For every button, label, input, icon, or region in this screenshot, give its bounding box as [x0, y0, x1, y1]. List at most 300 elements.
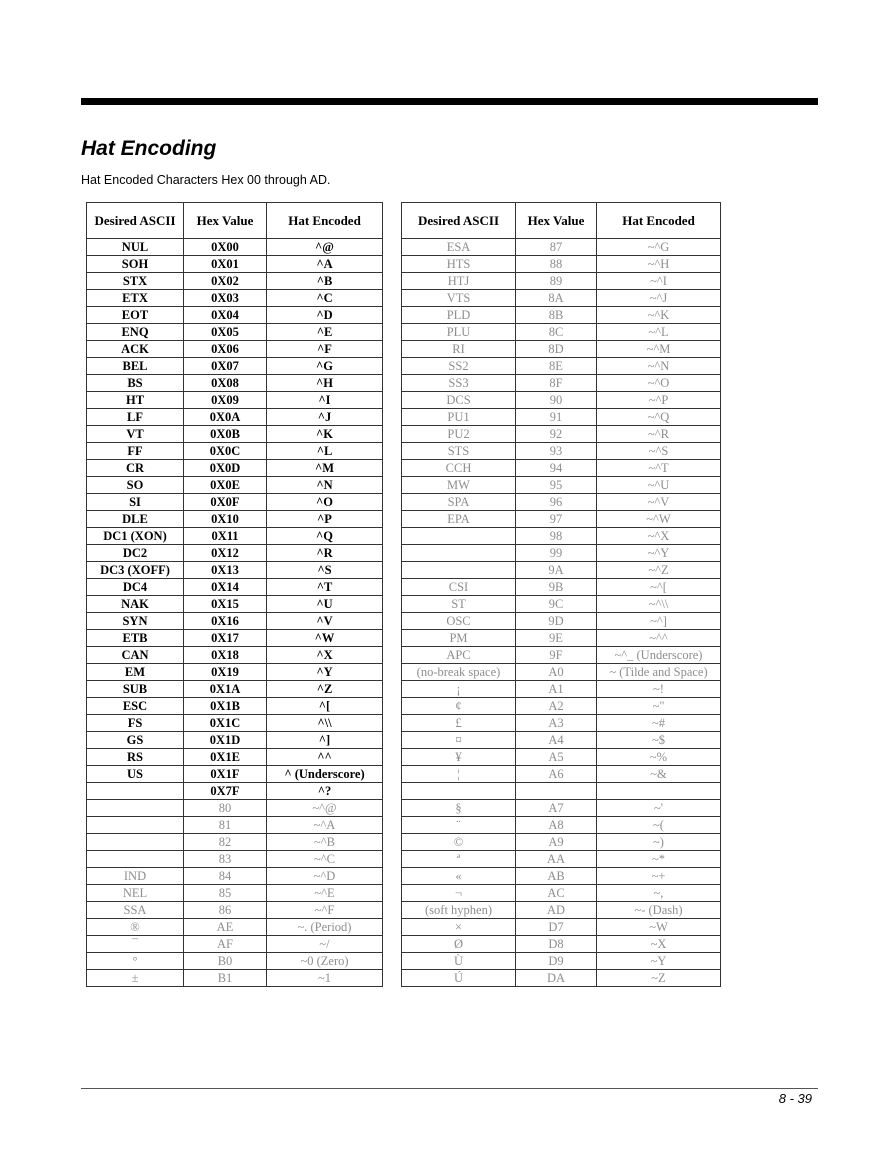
cell-hex-value: AF — [184, 936, 267, 953]
cell-hex-value: 81 — [184, 817, 267, 834]
cell-hex-value: 0X1D — [184, 732, 267, 749]
table-row — [402, 698, 721, 715]
cell-desired-ascii: ¥ — [402, 749, 516, 766]
cell-hat-encoded: ~^Z — [597, 562, 721, 579]
page-subtitle: Hat Encoded Characters Hex 00 through AD. — [81, 173, 331, 187]
cell-desired-ascii: DCS — [402, 392, 516, 409]
cell-hat-encoded: ^G — [267, 358, 383, 375]
cell-hex-value: 8E — [516, 358, 597, 375]
cell-desired-ascii: IND — [87, 868, 184, 885]
cell-hex-value: 0X0A — [184, 409, 267, 426]
cell-desired-ascii: ACK — [87, 341, 184, 358]
table-row — [87, 919, 383, 936]
table-row — [402, 324, 721, 341]
cell-desired-ascii: EPA — [402, 511, 516, 528]
cell-desired-ascii: DLE — [87, 511, 184, 528]
cell-hat-encoded: ~^J — [597, 290, 721, 307]
cell-hex-value: 8B — [516, 307, 597, 324]
cell-hex-value: A7 — [516, 800, 597, 817]
table-row — [402, 273, 721, 290]
table-row — [87, 545, 383, 562]
cell-hat-encoded: ^P — [267, 511, 383, 528]
cell-hex-value: 83 — [184, 851, 267, 868]
table-row — [402, 919, 721, 936]
cell-hex-value: 9C — [516, 596, 597, 613]
cell-hat-encoded: ^B — [267, 273, 383, 290]
cell-hat-encoded: ~0 (Zero) — [267, 953, 383, 970]
cell-hat-encoded: ~* — [597, 851, 721, 868]
cell-hat-encoded: ^ (Underscore) — [267, 766, 383, 783]
cell-desired-ascii: SUB — [87, 681, 184, 698]
cell-hat-encoded: ~^M — [597, 341, 721, 358]
cell-hex-value: A9 — [516, 834, 597, 851]
cell-hat-encoded: ~^Q — [597, 409, 721, 426]
cell-desired-ascii: SO — [87, 477, 184, 494]
table-row — [402, 766, 721, 783]
cell-hat-encoded: ^^ — [267, 749, 383, 766]
cell-desired-ascii: LF — [87, 409, 184, 426]
cell-desired-ascii: DC1 (XON) — [87, 528, 184, 545]
cell-desired-ascii: DC3 (XOFF) — [87, 562, 184, 579]
cell-desired-ascii: CR — [87, 460, 184, 477]
cell-hex-value: 98 — [516, 528, 597, 545]
table-row — [87, 579, 383, 596]
cell-hat-encoded: ~^I — [597, 273, 721, 290]
cell-desired-ascii: SYN — [87, 613, 184, 630]
cell-hex-value: 99 — [516, 545, 597, 562]
cell-hex-value: 0X12 — [184, 545, 267, 562]
table-row — [87, 647, 383, 664]
cell-hex-value: 0X18 — [184, 647, 267, 664]
cell-hat-encoded: ^] — [267, 732, 383, 749]
cell-hat-encoded: ^Z — [267, 681, 383, 698]
cell-desired-ascii: PU1 — [402, 409, 516, 426]
table-row — [87, 953, 383, 970]
table-row — [87, 885, 383, 902]
cell-desired-ascii: ¬ — [402, 885, 516, 902]
cell-hex-value: 96 — [516, 494, 597, 511]
cell-desired-ascii: STS — [402, 443, 516, 460]
cell-hat-encoded — [597, 783, 721, 800]
table-row — [402, 868, 721, 885]
table-row — [402, 307, 721, 324]
cell-hex-value: A1 — [516, 681, 597, 698]
cell-hat-encoded: ~ (Tilde and Space) — [597, 664, 721, 681]
cell-hat-encoded: ^T — [267, 579, 383, 596]
col-header-hex-value: Hex Value — [184, 203, 267, 239]
cell-desired-ascii: FS — [87, 715, 184, 732]
cell-desired-ascii: (soft hyphen) — [402, 902, 516, 919]
cell-hat-encoded: ~^@ — [267, 800, 383, 817]
cell-hat-encoded: ^E — [267, 324, 383, 341]
table-row — [402, 239, 721, 256]
cell-desired-ascii: BS — [87, 375, 184, 392]
table-row — [402, 477, 721, 494]
cell-hat-encoded: ~^[ — [597, 579, 721, 596]
cell-hat-encoded: ^X — [267, 647, 383, 664]
cell-hat-encoded: ~^K — [597, 307, 721, 324]
cell-desired-ascii: VTS — [402, 290, 516, 307]
cell-hex-value: 9E — [516, 630, 597, 647]
cell-hat-encoded: ^[ — [267, 698, 383, 715]
table-row — [87, 341, 383, 358]
cell-hat-encoded: ^U — [267, 596, 383, 613]
col-header-desired-ascii: Desired ASCII — [87, 203, 184, 239]
cell-desired-ascii: Ø — [402, 936, 516, 953]
cell-desired-ascii: HTJ — [402, 273, 516, 290]
cell-hex-value: 0X0E — [184, 477, 267, 494]
cell-desired-ascii: NAK — [87, 596, 184, 613]
table-row — [87, 426, 383, 443]
cell-hat-encoded: ~^U — [597, 477, 721, 494]
cell-hat-encoded: ^J — [267, 409, 383, 426]
table-row — [87, 443, 383, 460]
cell-desired-ascii: © — [402, 834, 516, 851]
cell-desired-ascii: SSA — [87, 902, 184, 919]
cell-hex-value — [516, 783, 597, 800]
cell-hex-value: 97 — [516, 511, 597, 528]
cell-hex-value: 0X01 — [184, 256, 267, 273]
table-row — [87, 528, 383, 545]
table-row — [402, 256, 721, 273]
table-row — [87, 613, 383, 630]
cell-desired-ascii: CSI — [402, 579, 516, 596]
table-row — [402, 817, 721, 834]
cell-hex-value: 9A — [516, 562, 597, 579]
top-rule — [81, 98, 818, 105]
table-row — [87, 273, 383, 290]
cell-hex-value: 8D — [516, 341, 597, 358]
cell-hat-encoded: ^H — [267, 375, 383, 392]
cell-desired-ascii: ETB — [87, 630, 184, 647]
cell-hex-value: A3 — [516, 715, 597, 732]
table-row — [402, 460, 721, 477]
cell-hat-encoded: ~$ — [597, 732, 721, 749]
cell-hex-value: 8F — [516, 375, 597, 392]
cell-hat-encoded: ^D — [267, 307, 383, 324]
cell-desired-ascii — [87, 851, 184, 868]
cell-hex-value: AC — [516, 885, 597, 902]
cell-hat-encoded: ^@ — [267, 239, 383, 256]
table-row — [402, 392, 721, 409]
table-header-row — [87, 203, 383, 239]
cell-hex-value: 92 — [516, 426, 597, 443]
cell-hex-value: 82 — [184, 834, 267, 851]
cell-hat-encoded: ~X — [597, 936, 721, 953]
table-row — [87, 834, 383, 851]
cell-desired-ascii: EOT — [87, 307, 184, 324]
cell-desired-ascii: ª — [402, 851, 516, 868]
cell-hat-encoded: ~' — [597, 800, 721, 817]
cell-hex-value: 0X1B — [184, 698, 267, 715]
cell-hat-encoded: ~) — [597, 834, 721, 851]
cell-hex-value: 0X07 — [184, 358, 267, 375]
col-header-hex-value: Hex Value — [516, 203, 597, 239]
cell-desired-ascii: Ú — [402, 970, 516, 987]
cell-desired-ascii: ST — [402, 596, 516, 613]
cell-hat-encoded: ^F — [267, 341, 383, 358]
cell-desired-ascii: ¡ — [402, 681, 516, 698]
page-number: 8 - 39 — [778, 1091, 812, 1106]
table-row — [87, 239, 383, 256]
cell-desired-ascii: GS — [87, 732, 184, 749]
table-row — [87, 817, 383, 834]
cell-hat-encoded: ~^V — [597, 494, 721, 511]
cell-desired-ascii: HTS — [402, 256, 516, 273]
cell-hat-encoded: ~^Y — [597, 545, 721, 562]
cell-desired-ascii: PLD — [402, 307, 516, 324]
table-row — [402, 528, 721, 545]
cell-hat-encoded: ^Q — [267, 528, 383, 545]
table-row — [402, 290, 721, 307]
cell-hex-value: 0X09 — [184, 392, 267, 409]
cell-hex-value: 0X04 — [184, 307, 267, 324]
table-row — [402, 562, 721, 579]
cell-hex-value: A8 — [516, 817, 597, 834]
table-row — [87, 494, 383, 511]
table-row — [87, 358, 383, 375]
cell-desired-ascii: VT — [87, 426, 184, 443]
cell-hex-value: 0X7F — [184, 783, 267, 800]
cell-hex-value: 93 — [516, 443, 597, 460]
cell-hat-encoded: ~% — [597, 749, 721, 766]
cell-desired-ascii — [402, 562, 516, 579]
cell-desired-ascii: CAN — [87, 647, 184, 664]
cell-desired-ascii: SPA — [402, 494, 516, 511]
cell-hat-encoded: ~^W — [597, 511, 721, 528]
hat-encoding-table-right — [401, 202, 721, 987]
table-row — [87, 868, 383, 885]
cell-hex-value: 0X05 — [184, 324, 267, 341]
cell-desired-ascii: SS3 — [402, 375, 516, 392]
cell-desired-ascii: Ù — [402, 953, 516, 970]
cell-hex-value: 0X00 — [184, 239, 267, 256]
cell-hex-value: 0X08 — [184, 375, 267, 392]
cell-desired-ascii: ENQ — [87, 324, 184, 341]
page-title: Hat Encoding — [81, 137, 217, 160]
cell-hat-encoded: ^M — [267, 460, 383, 477]
cell-desired-ascii: ± — [87, 970, 184, 987]
cell-desired-ascii: ° — [87, 953, 184, 970]
cell-hex-value: B0 — [184, 953, 267, 970]
cell-hat-encoded: ~^E — [267, 885, 383, 902]
cell-hex-value: D9 — [516, 953, 597, 970]
cell-hat-encoded: ~^^ — [597, 630, 721, 647]
cell-hex-value: 91 — [516, 409, 597, 426]
table-row — [87, 511, 383, 528]
cell-hat-encoded: ~. (Period) — [267, 919, 383, 936]
table-row — [87, 698, 383, 715]
cell-desired-ascii: ¤ — [402, 732, 516, 749]
cell-hat-encoded: ~^X — [597, 528, 721, 545]
table-row — [402, 494, 721, 511]
table-row — [87, 749, 383, 766]
cell-hex-value: 86 — [184, 902, 267, 919]
table-row — [87, 800, 383, 817]
cell-desired-ascii: BEL — [87, 358, 184, 375]
table-row — [87, 902, 383, 919]
cell-hex-value: 9B — [516, 579, 597, 596]
cell-hat-encoded: ~^L — [597, 324, 721, 341]
table-row — [402, 681, 721, 698]
cell-desired-ascii: § — [402, 800, 516, 817]
cell-desired-ascii: ¯ — [87, 936, 184, 953]
cell-hat-encoded: ^W — [267, 630, 383, 647]
cell-hat-encoded: ~W — [597, 919, 721, 936]
table-row — [402, 375, 721, 392]
cell-desired-ascii: ESC — [87, 698, 184, 715]
cell-hex-value: 0X17 — [184, 630, 267, 647]
cell-hat-encoded: ^N — [267, 477, 383, 494]
cell-hat-encoded: ~^D — [267, 868, 383, 885]
cell-desired-ascii: ¦ — [402, 766, 516, 783]
table-header-row — [402, 203, 721, 239]
table-row — [87, 732, 383, 749]
cell-hat-encoded: ~" — [597, 698, 721, 715]
table-row — [87, 596, 383, 613]
cell-hat-encoded: ~^T — [597, 460, 721, 477]
cell-hat-encoded: ~^C — [267, 851, 383, 868]
cell-hex-value: 80 — [184, 800, 267, 817]
cell-desired-ascii: PM — [402, 630, 516, 647]
cell-hex-value: A6 — [516, 766, 597, 783]
cell-hex-value: 0X16 — [184, 613, 267, 630]
cell-hex-value: 85 — [184, 885, 267, 902]
table-row — [87, 664, 383, 681]
table-row — [87, 562, 383, 579]
cell-hat-encoded: ~Z — [597, 970, 721, 987]
cell-desired-ascii: SOH — [87, 256, 184, 273]
cell-hat-encoded: ~^G — [597, 239, 721, 256]
cell-hat-encoded: ~^] — [597, 613, 721, 630]
cell-desired-ascii: APC — [402, 647, 516, 664]
cell-hat-encoded: ~^R — [597, 426, 721, 443]
cell-hex-value: 88 — [516, 256, 597, 273]
table-row — [402, 732, 721, 749]
cell-desired-ascii: RS — [87, 749, 184, 766]
table-row — [87, 766, 383, 783]
table-row — [402, 749, 721, 766]
cell-hat-encoded: ~^S — [597, 443, 721, 460]
table-row — [402, 409, 721, 426]
cell-hex-value: B1 — [184, 970, 267, 987]
table-row — [87, 375, 383, 392]
cell-hex-value: AA — [516, 851, 597, 868]
table-row — [402, 341, 721, 358]
table-row — [87, 460, 383, 477]
cell-desired-ascii — [87, 834, 184, 851]
table-row — [402, 426, 721, 443]
cell-hat-encoded: ^A — [267, 256, 383, 273]
cell-desired-ascii: ESA — [402, 239, 516, 256]
table-row — [87, 290, 383, 307]
cell-hat-encoded: ^V — [267, 613, 383, 630]
table-row — [87, 392, 383, 409]
cell-desired-ascii: NUL — [87, 239, 184, 256]
col-header-hat-encoded: Hat Encoded — [597, 203, 721, 239]
cell-hex-value: A0 — [516, 664, 597, 681]
table-row — [402, 647, 721, 664]
cell-hat-encoded: ~^B — [267, 834, 383, 851]
cell-hex-value: DA — [516, 970, 597, 987]
cell-desired-ascii: ETX — [87, 290, 184, 307]
cell-hat-encoded: ~^_ (Underscore) — [597, 647, 721, 664]
cell-hex-value: 0X02 — [184, 273, 267, 290]
cell-hat-encoded: ~^P — [597, 392, 721, 409]
table-row — [87, 409, 383, 426]
col-header-hat-encoded: Hat Encoded — [267, 203, 383, 239]
cell-hat-encoded: ~1 — [267, 970, 383, 987]
cell-desired-ascii: OSC — [402, 613, 516, 630]
table-row — [402, 885, 721, 902]
cell-hat-encoded: ~^A — [267, 817, 383, 834]
table-row — [402, 902, 721, 919]
cell-hex-value: D7 — [516, 919, 597, 936]
table-row — [87, 936, 383, 953]
table-row — [87, 477, 383, 494]
cell-hex-value: A2 — [516, 698, 597, 715]
cell-hex-value: 87 — [516, 239, 597, 256]
cell-hat-encoded: ^I — [267, 392, 383, 409]
table-row — [402, 613, 721, 630]
cell-hat-encoded: ^L — [267, 443, 383, 460]
cell-hex-value: 0X1F — [184, 766, 267, 783]
cell-hex-value: 0X0C — [184, 443, 267, 460]
cell-desired-ascii — [402, 545, 516, 562]
cell-hex-value: 94 — [516, 460, 597, 477]
cell-hex-value: 0X14 — [184, 579, 267, 596]
cell-hex-value: A4 — [516, 732, 597, 749]
cell-desired-ascii — [87, 800, 184, 817]
table-row — [402, 953, 721, 970]
table-row — [402, 596, 721, 613]
cell-hex-value: 0X10 — [184, 511, 267, 528]
cell-desired-ascii: NEL — [87, 885, 184, 902]
table-row — [87, 715, 383, 732]
table-row — [402, 545, 721, 562]
table-row — [402, 664, 721, 681]
cell-hat-encoded: ~Y — [597, 953, 721, 970]
cell-desired-ascii: ® — [87, 919, 184, 936]
table-row — [402, 579, 721, 596]
table-row — [87, 307, 383, 324]
cell-hat-encoded: ^C — [267, 290, 383, 307]
cell-hex-value: 0X0D — [184, 460, 267, 477]
cell-desired-ascii — [87, 783, 184, 800]
table-row — [402, 511, 721, 528]
cell-hat-encoded: ~& — [597, 766, 721, 783]
table-row — [402, 630, 721, 647]
cell-hex-value: A5 — [516, 749, 597, 766]
cell-desired-ascii: « — [402, 868, 516, 885]
cell-desired-ascii: × — [402, 919, 516, 936]
cell-desired-ascii: ¢ — [402, 698, 516, 715]
table-row — [402, 800, 721, 817]
cell-desired-ascii: MW — [402, 477, 516, 494]
cell-hat-encoded: ~( — [597, 817, 721, 834]
cell-desired-ascii: RI — [402, 341, 516, 358]
table-row — [402, 970, 721, 987]
table-row — [87, 681, 383, 698]
table-row — [87, 630, 383, 647]
cell-hex-value: 9F — [516, 647, 597, 664]
cell-hat-encoded: ~^N — [597, 358, 721, 375]
cell-desired-ascii: DC4 — [87, 579, 184, 596]
cell-desired-ascii: CCH — [402, 460, 516, 477]
table-row — [87, 324, 383, 341]
cell-hat-encoded: ^Y — [267, 664, 383, 681]
cell-hat-encoded: ^R — [267, 545, 383, 562]
